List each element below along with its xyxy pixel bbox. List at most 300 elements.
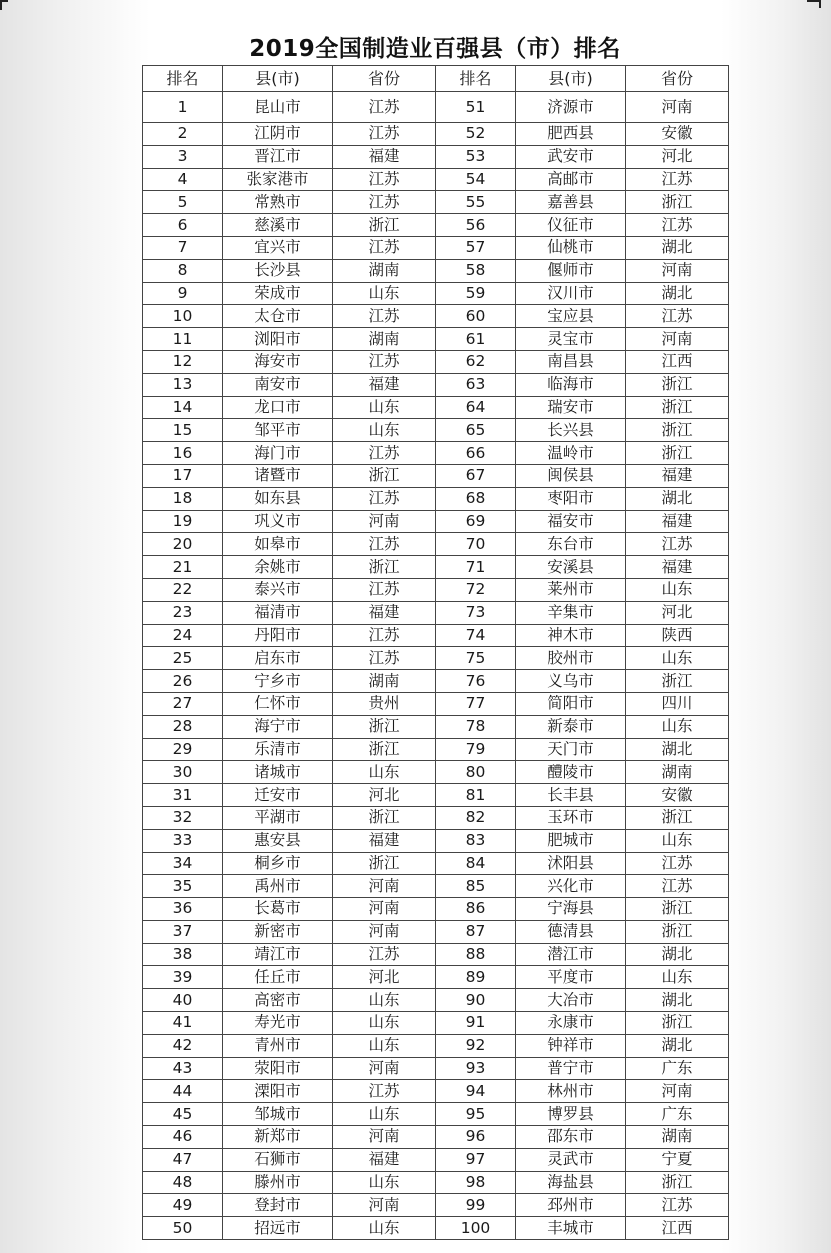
header-county-left: 县(市) xyxy=(223,66,333,92)
province-cell: 河南 xyxy=(333,1057,436,1080)
table-row xyxy=(143,1148,729,1171)
rank-cell: 52 xyxy=(436,123,516,146)
rank-cell: 37 xyxy=(143,920,223,943)
table-row xyxy=(143,236,729,259)
county-cell: 禹州市 xyxy=(223,875,333,898)
province-cell: 浙江 xyxy=(626,670,729,693)
province-cell: 浙江 xyxy=(626,1171,729,1194)
rank-cell: 83 xyxy=(436,829,516,852)
province-cell: 河北 xyxy=(333,966,436,989)
province-cell: 湖南 xyxy=(333,259,436,282)
rank-cell: 30 xyxy=(143,761,223,784)
county-cell: 惠安县 xyxy=(223,829,333,852)
rank-cell: 49 xyxy=(143,1194,223,1217)
table-row xyxy=(143,259,729,282)
province-cell: 河南 xyxy=(333,875,436,898)
province-cell: 江苏 xyxy=(626,168,729,191)
province-cell: 福建 xyxy=(333,829,436,852)
rank-cell: 67 xyxy=(436,464,516,487)
table-row xyxy=(143,920,729,943)
table-row xyxy=(143,373,729,396)
rank-cell: 41 xyxy=(143,1012,223,1035)
rank-cell: 77 xyxy=(436,692,516,715)
county-cell: 慈溪市 xyxy=(223,214,333,237)
rank-cell: 76 xyxy=(436,670,516,693)
province-cell: 湖南 xyxy=(626,1126,729,1149)
rank-cell: 17 xyxy=(143,464,223,487)
province-cell: 湖北 xyxy=(626,1034,729,1057)
rank-cell: 11 xyxy=(143,328,223,351)
county-cell: 邵东市 xyxy=(516,1126,626,1149)
page-shadow-right xyxy=(721,0,831,1253)
province-cell: 山东 xyxy=(626,578,729,601)
county-cell: 海宁市 xyxy=(223,715,333,738)
table-row xyxy=(143,875,729,898)
county-cell: 嘉善县 xyxy=(516,191,626,214)
table-row xyxy=(143,419,729,442)
rank-cell: 23 xyxy=(143,601,223,624)
county-cell: 荣成市 xyxy=(223,282,333,305)
province-cell: 河南 xyxy=(333,898,436,921)
rank-cell: 12 xyxy=(143,350,223,373)
county-cell: 桐乡市 xyxy=(223,852,333,875)
rank-cell: 79 xyxy=(436,738,516,761)
county-cell: 博罗县 xyxy=(516,1103,626,1126)
rank-cell: 91 xyxy=(436,1012,516,1035)
county-cell: 东台市 xyxy=(516,533,626,556)
table-row xyxy=(143,624,729,647)
rank-cell: 20 xyxy=(143,533,223,556)
table-row xyxy=(143,715,729,738)
table-row xyxy=(143,396,729,419)
rank-cell: 82 xyxy=(436,806,516,829)
table-row xyxy=(143,1194,729,1217)
rank-cell: 14 xyxy=(143,396,223,419)
province-cell: 山东 xyxy=(333,419,436,442)
county-cell: 登封市 xyxy=(223,1194,333,1217)
province-cell: 山东 xyxy=(333,282,436,305)
county-cell: 新泰市 xyxy=(516,715,626,738)
county-cell: 济源市 xyxy=(516,92,626,123)
county-cell: 平度市 xyxy=(516,966,626,989)
rank-cell: 18 xyxy=(143,487,223,510)
province-cell: 湖南 xyxy=(333,328,436,351)
rank-cell: 42 xyxy=(143,1034,223,1057)
table-row xyxy=(143,761,729,784)
county-cell: 天门市 xyxy=(516,738,626,761)
province-cell: 江苏 xyxy=(333,123,436,146)
rank-cell: 97 xyxy=(436,1148,516,1171)
county-cell: 玉环市 xyxy=(516,806,626,829)
county-cell: 南昌县 xyxy=(516,350,626,373)
table-row xyxy=(143,601,729,624)
county-cell: 张家港市 xyxy=(223,168,333,191)
county-cell: 江阴市 xyxy=(223,123,333,146)
county-cell: 安溪县 xyxy=(516,556,626,579)
county-cell: 温岭市 xyxy=(516,442,626,465)
province-cell: 河南 xyxy=(626,92,729,123)
rank-cell: 4 xyxy=(143,168,223,191)
province-cell: 江苏 xyxy=(333,350,436,373)
rank-cell: 2 xyxy=(143,123,223,146)
county-cell: 高密市 xyxy=(223,989,333,1012)
table-row xyxy=(143,943,729,966)
province-cell: 江苏 xyxy=(333,578,436,601)
rank-cell: 87 xyxy=(436,920,516,943)
rank-cell: 61 xyxy=(436,328,516,351)
province-cell: 福建 xyxy=(333,601,436,624)
rank-cell: 78 xyxy=(436,715,516,738)
province-cell: 江苏 xyxy=(333,943,436,966)
province-cell: 浙江 xyxy=(626,191,729,214)
rank-cell: 73 xyxy=(436,601,516,624)
province-cell: 江苏 xyxy=(626,852,729,875)
rank-cell: 6 xyxy=(143,214,223,237)
county-cell: 丹阳市 xyxy=(223,624,333,647)
table-row xyxy=(143,989,729,1012)
province-cell: 湖北 xyxy=(626,738,729,761)
county-cell: 闽侯县 xyxy=(516,464,626,487)
rank-cell: 31 xyxy=(143,784,223,807)
county-cell: 余姚市 xyxy=(223,556,333,579)
rank-cell: 28 xyxy=(143,715,223,738)
county-cell: 太仓市 xyxy=(223,305,333,328)
county-cell: 新密市 xyxy=(223,920,333,943)
rank-cell: 58 xyxy=(436,259,516,282)
county-cell: 大冶市 xyxy=(516,989,626,1012)
province-cell: 山东 xyxy=(333,1217,436,1240)
rank-cell: 15 xyxy=(143,419,223,442)
county-cell: 仪征市 xyxy=(516,214,626,237)
rank-cell: 85 xyxy=(436,875,516,898)
rank-cell: 95 xyxy=(436,1103,516,1126)
table-row xyxy=(143,784,729,807)
county-cell: 简阳市 xyxy=(516,692,626,715)
county-cell: 仙桃市 xyxy=(516,236,626,259)
county-cell: 肥城市 xyxy=(516,829,626,852)
province-cell: 广东 xyxy=(626,1103,729,1126)
province-cell: 浙江 xyxy=(333,852,436,875)
rank-cell: 65 xyxy=(436,419,516,442)
province-cell: 湖北 xyxy=(626,989,729,1012)
county-cell: 武安市 xyxy=(516,145,626,168)
province-cell: 江苏 xyxy=(626,214,729,237)
province-cell: 福建 xyxy=(333,145,436,168)
county-cell: 如东县 xyxy=(223,487,333,510)
province-cell: 山东 xyxy=(626,715,729,738)
county-cell: 溧阳市 xyxy=(223,1080,333,1103)
county-cell: 诸暨市 xyxy=(223,464,333,487)
rank-cell: 35 xyxy=(143,875,223,898)
table-row xyxy=(143,191,729,214)
table-row xyxy=(143,556,729,579)
county-cell: 海安市 xyxy=(223,350,333,373)
province-cell: 浙江 xyxy=(626,1012,729,1035)
county-cell: 荥阳市 xyxy=(223,1057,333,1080)
province-cell: 安徽 xyxy=(626,123,729,146)
table-row xyxy=(143,328,729,351)
county-cell: 枣阳市 xyxy=(516,487,626,510)
county-cell: 晋江市 xyxy=(223,145,333,168)
rank-cell: 48 xyxy=(143,1171,223,1194)
county-cell: 浏阳市 xyxy=(223,328,333,351)
county-cell: 巩义市 xyxy=(223,510,333,533)
province-cell: 江苏 xyxy=(333,442,436,465)
rank-cell: 69 xyxy=(436,510,516,533)
province-cell: 安徽 xyxy=(626,784,729,807)
province-cell: 江苏 xyxy=(333,191,436,214)
province-cell: 江苏 xyxy=(626,305,729,328)
rank-cell: 88 xyxy=(436,943,516,966)
province-cell: 山东 xyxy=(333,1012,436,1035)
province-cell: 湖北 xyxy=(626,943,729,966)
county-cell: 宝应县 xyxy=(516,305,626,328)
county-cell: 招远市 xyxy=(223,1217,333,1240)
county-cell: 偃师市 xyxy=(516,259,626,282)
table-row xyxy=(143,350,729,373)
table-row xyxy=(143,442,729,465)
province-cell: 山东 xyxy=(333,989,436,1012)
province-cell: 江苏 xyxy=(333,236,436,259)
county-cell: 福安市 xyxy=(516,510,626,533)
rank-cell: 13 xyxy=(143,373,223,396)
province-cell: 河南 xyxy=(333,920,436,943)
rank-cell: 89 xyxy=(436,966,516,989)
table-row xyxy=(143,282,729,305)
province-cell: 浙江 xyxy=(626,419,729,442)
county-cell: 福清市 xyxy=(223,601,333,624)
rank-cell: 25 xyxy=(143,647,223,670)
province-cell: 湖南 xyxy=(626,761,729,784)
corner-mark-right xyxy=(807,0,821,8)
county-cell: 南安市 xyxy=(223,373,333,396)
province-cell: 江苏 xyxy=(333,647,436,670)
rank-cell: 47 xyxy=(143,1148,223,1171)
province-cell: 山东 xyxy=(333,1171,436,1194)
rank-cell: 36 xyxy=(143,898,223,921)
rank-cell: 27 xyxy=(143,692,223,715)
county-cell: 神木市 xyxy=(516,624,626,647)
rank-cell: 84 xyxy=(436,852,516,875)
province-cell: 陕西 xyxy=(626,624,729,647)
province-cell: 福建 xyxy=(333,373,436,396)
province-cell: 河南 xyxy=(626,328,729,351)
province-cell: 江苏 xyxy=(626,533,729,556)
province-cell: 浙江 xyxy=(626,442,729,465)
county-cell: 石狮市 xyxy=(223,1148,333,1171)
province-cell: 山东 xyxy=(333,1034,436,1057)
rank-cell: 29 xyxy=(143,738,223,761)
province-cell: 江苏 xyxy=(333,487,436,510)
province-cell: 浙江 xyxy=(626,806,729,829)
rank-cell: 51 xyxy=(436,92,516,123)
table-row xyxy=(143,145,729,168)
table-row xyxy=(143,1034,729,1057)
county-cell: 平湖市 xyxy=(223,806,333,829)
header-county-right: 县(市) xyxy=(516,66,626,92)
rank-cell: 8 xyxy=(143,259,223,282)
rank-cell: 96 xyxy=(436,1126,516,1149)
table-row xyxy=(143,829,729,852)
province-cell: 湖北 xyxy=(626,487,729,510)
rank-cell: 1 xyxy=(143,92,223,123)
county-cell: 丰城市 xyxy=(516,1217,626,1240)
rank-cell: 64 xyxy=(436,396,516,419)
county-cell: 泰兴市 xyxy=(223,578,333,601)
county-cell: 新郑市 xyxy=(223,1126,333,1149)
rank-cell: 39 xyxy=(143,966,223,989)
county-cell: 林州市 xyxy=(516,1080,626,1103)
province-cell: 河南 xyxy=(333,1126,436,1149)
rank-cell: 60 xyxy=(436,305,516,328)
province-cell: 江苏 xyxy=(333,1080,436,1103)
county-cell: 任丘市 xyxy=(223,966,333,989)
province-cell: 福建 xyxy=(626,510,729,533)
rank-cell: 32 xyxy=(143,806,223,829)
county-cell: 长葛市 xyxy=(223,898,333,921)
county-cell: 潜江市 xyxy=(516,943,626,966)
county-cell: 宁海县 xyxy=(516,898,626,921)
county-cell: 龙口市 xyxy=(223,396,333,419)
province-cell: 福建 xyxy=(626,556,729,579)
header-rank-right: 排名 xyxy=(436,66,516,92)
rank-cell: 16 xyxy=(143,442,223,465)
table-row xyxy=(143,214,729,237)
province-cell: 山东 xyxy=(626,966,729,989)
rank-cell: 81 xyxy=(436,784,516,807)
county-cell: 高邮市 xyxy=(516,168,626,191)
table-row xyxy=(143,647,729,670)
province-cell: 江苏 xyxy=(626,875,729,898)
rank-cell: 100 xyxy=(436,1217,516,1240)
province-cell: 河南 xyxy=(333,510,436,533)
county-cell: 普宁市 xyxy=(516,1057,626,1080)
rank-cell: 92 xyxy=(436,1034,516,1057)
county-cell: 邹城市 xyxy=(223,1103,333,1126)
table-row xyxy=(143,966,729,989)
county-cell: 昆山市 xyxy=(223,92,333,123)
province-cell: 山东 xyxy=(626,647,729,670)
province-cell: 浙江 xyxy=(626,396,729,419)
county-cell: 海门市 xyxy=(223,442,333,465)
county-cell: 德清县 xyxy=(516,920,626,943)
province-cell: 河南 xyxy=(626,259,729,282)
county-cell: 青州市 xyxy=(223,1034,333,1057)
county-cell: 沭阳县 xyxy=(516,852,626,875)
rank-cell: 86 xyxy=(436,898,516,921)
rank-cell: 5 xyxy=(143,191,223,214)
ranking-table xyxy=(142,65,729,1240)
province-cell: 宁夏 xyxy=(626,1148,729,1171)
county-cell: 灵宝市 xyxy=(516,328,626,351)
province-cell: 江西 xyxy=(626,350,729,373)
table-row xyxy=(143,1126,729,1149)
table-row xyxy=(143,92,729,123)
province-cell: 江苏 xyxy=(333,624,436,647)
table-row xyxy=(143,852,729,875)
province-cell: 浙江 xyxy=(626,898,729,921)
county-cell: 宜兴市 xyxy=(223,236,333,259)
rank-cell: 21 xyxy=(143,556,223,579)
province-cell: 山东 xyxy=(626,829,729,852)
page-title: 2019全国制造业百强县（市）排名 xyxy=(249,36,621,62)
table-row xyxy=(143,806,729,829)
rank-cell: 93 xyxy=(436,1057,516,1080)
rank-cell: 24 xyxy=(143,624,223,647)
table-row xyxy=(143,1217,729,1240)
header-province-left: 省份 xyxy=(333,66,436,92)
rank-cell: 98 xyxy=(436,1171,516,1194)
rank-cell: 99 xyxy=(436,1194,516,1217)
rank-cell: 50 xyxy=(143,1217,223,1240)
province-cell: 河南 xyxy=(626,1080,729,1103)
rank-cell: 43 xyxy=(143,1057,223,1080)
rank-cell: 7 xyxy=(143,236,223,259)
rank-cell: 34 xyxy=(143,852,223,875)
table-row xyxy=(143,123,729,146)
rank-cell: 38 xyxy=(143,943,223,966)
county-cell: 汉川市 xyxy=(516,282,626,305)
county-cell: 如皋市 xyxy=(223,533,333,556)
county-cell: 常熟市 xyxy=(223,191,333,214)
rank-cell: 57 xyxy=(436,236,516,259)
table-row xyxy=(143,305,729,328)
province-cell: 福建 xyxy=(626,464,729,487)
county-cell: 义乌市 xyxy=(516,670,626,693)
rank-cell: 3 xyxy=(143,145,223,168)
province-cell: 浙江 xyxy=(626,373,729,396)
county-cell: 长丰县 xyxy=(516,784,626,807)
table-row xyxy=(143,1103,729,1126)
county-cell: 靖江市 xyxy=(223,943,333,966)
table-row xyxy=(143,533,729,556)
rank-cell: 53 xyxy=(436,145,516,168)
province-cell: 江西 xyxy=(626,1217,729,1240)
table-header-row xyxy=(143,66,729,92)
rank-cell: 94 xyxy=(436,1080,516,1103)
county-cell: 迁安市 xyxy=(223,784,333,807)
province-cell: 湖北 xyxy=(626,236,729,259)
province-cell: 湖南 xyxy=(333,670,436,693)
table-row xyxy=(143,1012,729,1035)
province-cell: 河北 xyxy=(626,145,729,168)
province-cell: 江苏 xyxy=(333,533,436,556)
province-cell: 河北 xyxy=(626,601,729,624)
table-row xyxy=(143,670,729,693)
province-cell: 浙江 xyxy=(626,920,729,943)
rank-cell: 22 xyxy=(143,578,223,601)
rank-cell: 33 xyxy=(143,829,223,852)
county-cell: 邹平市 xyxy=(223,419,333,442)
county-cell: 宁乡市 xyxy=(223,670,333,693)
county-cell: 胶州市 xyxy=(516,647,626,670)
rank-cell: 9 xyxy=(143,282,223,305)
page-shadow-left xyxy=(0,0,150,1253)
county-cell: 肥西县 xyxy=(516,123,626,146)
table-row xyxy=(143,578,729,601)
table-row xyxy=(143,898,729,921)
county-cell: 长兴县 xyxy=(516,419,626,442)
rank-cell: 55 xyxy=(436,191,516,214)
county-cell: 永康市 xyxy=(516,1012,626,1035)
province-cell: 浙江 xyxy=(333,556,436,579)
rank-cell: 80 xyxy=(436,761,516,784)
province-cell: 福建 xyxy=(333,1148,436,1171)
county-cell: 海盐县 xyxy=(516,1171,626,1194)
table-row xyxy=(143,168,729,191)
rank-cell: 72 xyxy=(436,578,516,601)
rank-cell: 10 xyxy=(143,305,223,328)
